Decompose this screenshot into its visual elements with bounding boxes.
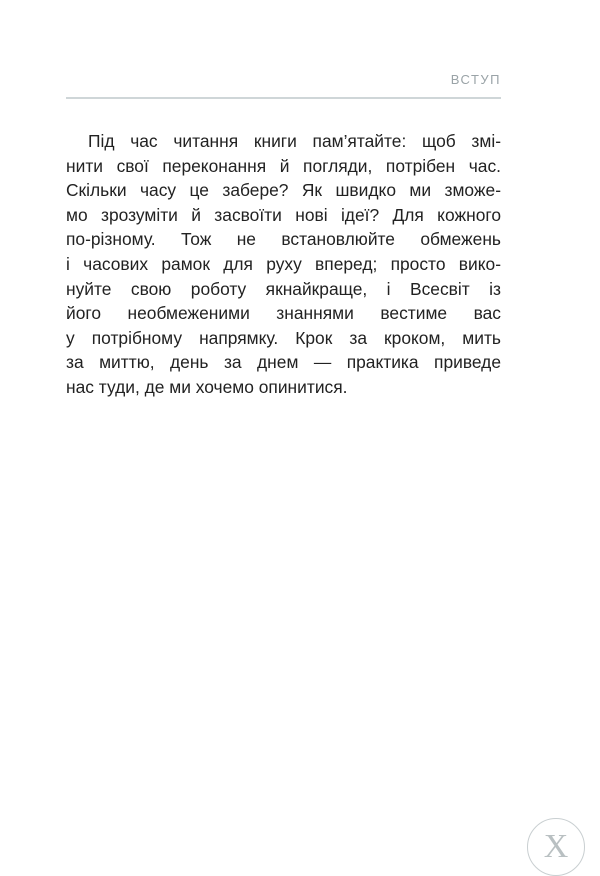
paragraph-line: нити свої переконання й погляди, потрібен час. [66,155,501,176]
paragraph-line: мо зрозуміти й засвоїти нові ідеї? Для кожного [66,204,501,225]
paragraph-line: у потрібному напрямку. Крок за кроком, мить [66,327,501,348]
paragraph-line: Під час читання книги пам’ятайте: щоб змі- [88,131,501,151]
paragraph-line: нас туди, де ми хочемо опинитися. [66,376,348,397]
running-head: ВСТУП [450,72,501,87]
header-divider [66,97,501,99]
paragraph-line: Скільки часу це забере? Як швидко ми зможе- [66,180,501,201]
paragraph-line: по-різному. Тож не встановлюйте обмежень [66,229,501,250]
paragraph-line: його необмеженими знаннями вестиме вас [66,303,501,324]
paragraph-line: нуйте свою роботу якнайкраще, і Всесвіт із [66,278,501,299]
page-number: X [527,818,585,876]
body-paragraph [66,129,501,400]
paragraph-line: за миттю, день за днем — практика приведе [66,352,501,373]
paragraph-line: і часових рамок для руху вперед; просто вико- [66,253,501,274]
